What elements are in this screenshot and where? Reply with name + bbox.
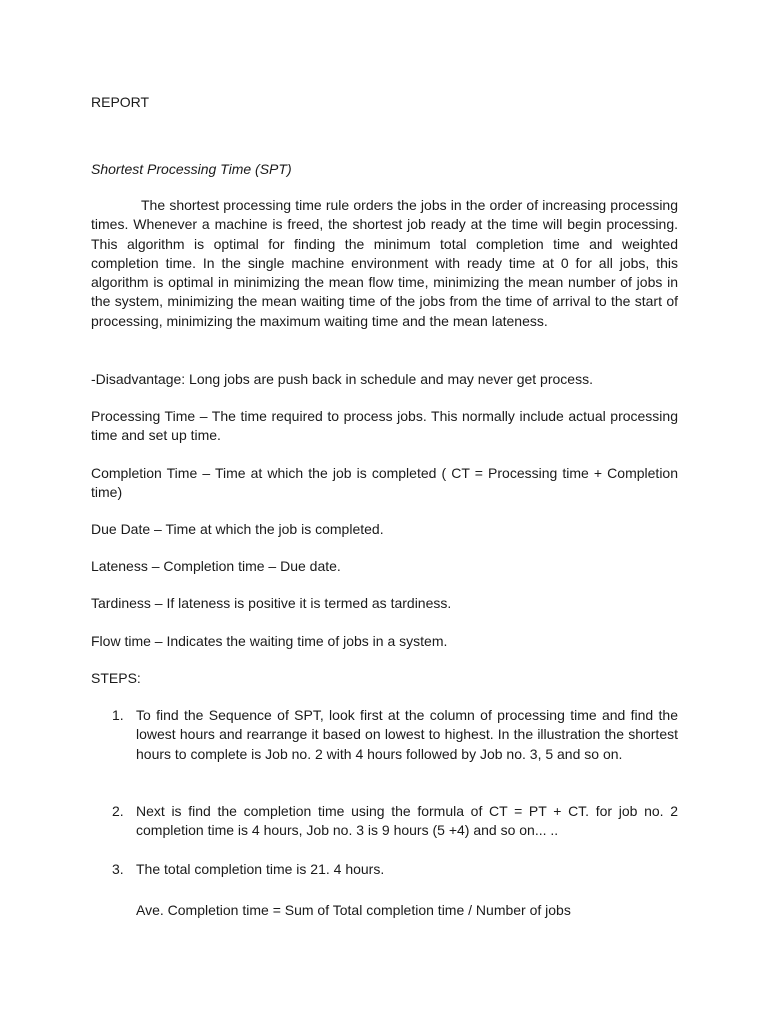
definition-completion-time: Completion Time – Time at which the job is completed ( CT = Processing time + Completion time) bbox=[91, 465, 678, 501]
section-title: Shortest Processing Time (SPT) bbox=[91, 161, 292, 177]
step-number: 1. bbox=[112, 707, 124, 723]
steps-heading: STEPS: bbox=[91, 670, 141, 686]
step-text: The total completion time is 21. 4 hours. bbox=[136, 861, 385, 877]
definition-processing-time: Processing Time – The time required to process jobs. This normally include actual processing time and set up time. bbox=[91, 408, 678, 444]
definition-flow-time: Flow time – Indicates the waiting time of jobs in a system. bbox=[91, 633, 448, 649]
step-text: To find the Sequence of SPT, look first at the column of processing time and find the lowest hours and rearrange it based on lowest to highest. In the illustration the shortest hours to complete is Job no. 2 with 4 hours followed by Job no. 3, 5 and so on. bbox=[136, 707, 678, 762]
step-number: 2. bbox=[112, 803, 124, 819]
definition-lateness: Lateness – Completion time – Due date. bbox=[91, 558, 341, 574]
report-heading: REPORT bbox=[91, 94, 150, 110]
definition-due-date: Due Date – Time at which the job is completed. bbox=[91, 521, 384, 537]
step-item bbox=[112, 802, 678, 841]
disadvantage-text: -Disadvantage: Long jobs are push back in schedule and may never get process. bbox=[91, 371, 593, 387]
intro-paragraph: The shortest processing time rule orders the jobs in the order of increasing processing times. Whenever a machine is freed, the shortest job ready at the time will begin processing. This algorithm is optimal for finding the minimum total completion time and weighted completion time. In the single machine environment with ready time at 0 for all jobs, this algorithm is optimal in minimizing the mean flow time, minimizing the mean number of jobs in the system, minimizing the mean waiting time of the jobs from the time of arrival to the start of processing, minimizing the maximum waiting time and the mean lateness. bbox=[91, 197, 678, 329]
step-text: Next is find the completion time using the formula of CT = PT + CT. for job no. 2 completion time is 4 hours, Job no. 3 is 9 hours (5 +4) and so on... .. bbox=[136, 803, 678, 839]
average-formula: Ave. Completion time = Sum of Total completion time / Number of jobs bbox=[136, 902, 571, 918]
step-number: 3. bbox=[112, 861, 124, 877]
definition-tardiness: Tardiness – If lateness is positive it is termed as tardiness. bbox=[91, 595, 452, 611]
step-item bbox=[112, 860, 678, 879]
step-item bbox=[112, 706, 678, 764]
